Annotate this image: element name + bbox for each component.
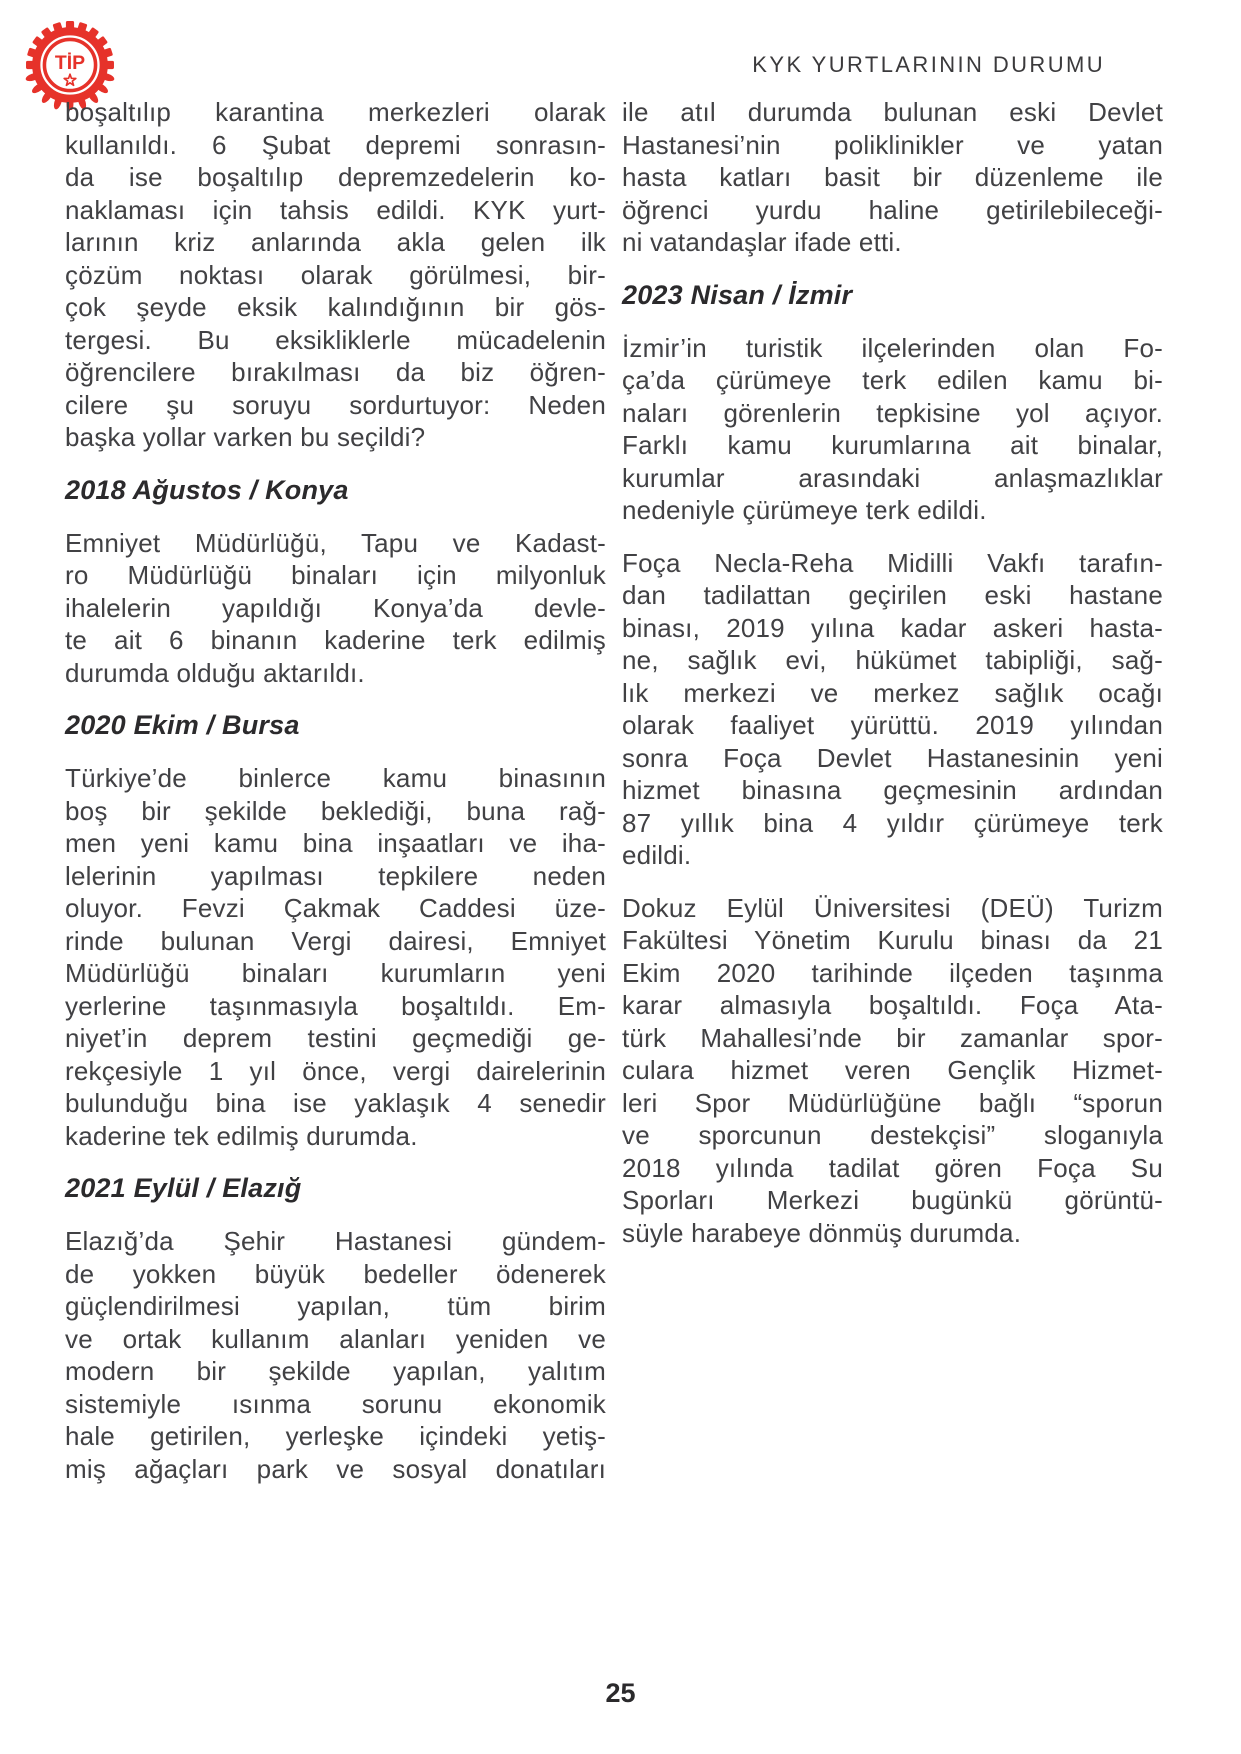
- paragraph-line: olarak faaliyet yürüttü. 2019 yılından: [622, 710, 1163, 740]
- paragraph-line: sonra Foça Devlet Hastanesinin yeni: [622, 742, 1163, 773]
- paragraph-line: sistemiyle ısınma sorunu ekonomik: [65, 1388, 606, 1419]
- paragraph-line: boş bir şekilde beklediği, buna rağ-: [65, 795, 606, 826]
- section-heading: 2023 Nisan / İzmir: [622, 279, 853, 310]
- body-paragraph: [65, 527, 606, 690]
- right-column: [622, 96, 1163, 1505]
- paragraph-line: ve sporcunun destekçisi” sloganıyla: [622, 1120, 1163, 1150]
- paragraph-line: lık merkezi ve merkez sağlık ocağı: [622, 677, 1163, 708]
- paragraph-line: oluyor. Fevzi Çakmak Caddesi üze-: [65, 893, 606, 923]
- paragraph-line: süyle harabeye dönmüş durumda.: [622, 1217, 1022, 1248]
- paragraph-line: rekçesiyle 1 yıl önce, vergi dairelerinin: [65, 1055, 606, 1086]
- paragraph-line: Dokuz Eylül Üniversitesi (DEÜ) Turizm: [622, 892, 1163, 923]
- paragraph-line: boşaltılıp karantina merkezleri olarak: [65, 97, 606, 127]
- left-column: [65, 96, 606, 1505]
- paragraph-line: binası, 2019 yılına kadar askeri hasta-: [622, 612, 1163, 643]
- paragraph-line: Elazığ’da Şehir Hastanesi gündem-: [65, 1226, 606, 1256]
- paragraph-line: ihalelerin yapıldığı Konya’da devle-: [65, 592, 606, 623]
- paragraph-line: modern bir şekilde yapılan, yalıtım: [65, 1356, 606, 1386]
- paragraph-line: hizmet binasına geçmesinin ardından: [622, 775, 1163, 805]
- paragraph-line: Emniyet Müdürlüğü, Tapu ve Kadast-: [65, 527, 606, 558]
- paragraph-line: durumda olduğu aktarıldı.: [65, 657, 365, 688]
- paragraph-line: Fakültesi Yönetim Kurulu binası da 21: [622, 925, 1163, 955]
- paragraph-line: Türkiye’de binlerce kamu binasının: [65, 763, 606, 793]
- paragraph-line: güçlendirilmesi yapılan, tüm birim: [65, 1291, 606, 1321]
- paragraph-line: naklaması için tahsis edildi. KYK yurt-: [65, 194, 606, 225]
- paragraph-line: öğrenci yurdu haline getirilebileceği-: [622, 194, 1163, 225]
- paragraph-line: men yeni kamu bina inşaatları ve iha-: [65, 828, 606, 858]
- paragraph-line: rinde bulunan Vergi dairesi, Emniyet: [65, 925, 606, 956]
- paragraph-line: yerlerine taşınmasıyla boşaltıldı. Em-: [65, 990, 606, 1021]
- paragraph-line: kurumlar arasındaki anlaşmazlıklar: [622, 462, 1163, 493]
- paragraph-line: ro Müdürlüğü binaları için milyonluk: [65, 560, 606, 590]
- paragraph-line: Farklı kamu kurumlarına ait binalar,: [622, 430, 1163, 460]
- paragraph-line: leri Spor Müdürlüğüne bağlı “sporun: [622, 1087, 1163, 1118]
- body-paragraph: [622, 96, 1163, 259]
- section-heading: 2018 Ağustos / Konya: [65, 474, 349, 505]
- body-columns: [65, 96, 1163, 1505]
- paragraph-line: ni vatandaşlar ifade etti.: [622, 227, 902, 257]
- paragraph-line: larının kriz anlarında akla gelen ilk: [65, 227, 606, 257]
- paragraph-line: dan tadilattan geçirilen eski hastane: [622, 580, 1163, 610]
- paragraph-line: bulunduğu bina ise yaklaşık 4 senedir: [65, 1088, 606, 1118]
- section-heading: 2021 Eylül / Elazığ: [65, 1173, 302, 1203]
- paragraph-line: edildi.: [622, 840, 692, 870]
- paragraph-line: nedeniyle çürümeye terk edildi.: [622, 495, 987, 525]
- paragraph-line: türk Mahallesi’nde bir zamanlar spor-: [622, 1022, 1163, 1053]
- paragraph-line: karar almasıyla boşaltıldı. Foça Ata-: [622, 990, 1163, 1020]
- tip-logo-text: TİP: [54, 52, 86, 75]
- paragraph-line: Müdürlüğü binaları kurumların yeni: [65, 958, 606, 988]
- body-paragraph: [65, 96, 606, 454]
- paragraph-line: niyet’in deprem testini geçmediği ge-: [65, 1023, 606, 1053]
- paragraph-line: Ekim 2020 tarihinde ilçeden taşınma: [622, 957, 1163, 988]
- paragraph-line: naları görenlerin tepkisine yol açıyor.: [622, 397, 1163, 428]
- paragraph-line: öğrencilere bırakılması da biz öğren-: [65, 357, 606, 387]
- paragraph-line: hasta katları basit bir düzenleme ile: [622, 162, 1163, 192]
- paragraph-line: 87 yıllık bina 4 yıldır çürümeye terk: [622, 807, 1163, 838]
- paragraph-line: kaderine tek edilmiş durumda.: [65, 1120, 418, 1151]
- paragraph-line: ça’da çürümeye terk edilen kamu bi-: [622, 365, 1163, 395]
- paragraph-line: ile atıl durumda bulunan eski Devlet: [622, 97, 1163, 127]
- paragraph-line: da ise boşaltılıp depremzedelerin ko-: [65, 162, 606, 192]
- body-paragraph: [622, 892, 1163, 1250]
- paragraph-line: başka yollar varken bu seçildi?: [65, 422, 426, 452]
- paragraph-line: lelerinin yapılması tepkilere neden: [65, 860, 606, 891]
- paragraph-line: tergesi. Bu eksikliklerle mücadelenin: [65, 324, 606, 355]
- paragraph-line: Sporları Merkezi bugünkü görüntü-: [622, 1185, 1163, 1215]
- body-paragraph: [622, 547, 1163, 872]
- paragraph-line: ve ortak kullanım alanları yeniden ve: [65, 1323, 606, 1354]
- body-paragraph: [622, 332, 1163, 527]
- page-number: 25: [605, 1678, 636, 1708]
- paragraph-line: 2018 yılında tadilat gören Foça Su: [622, 1152, 1163, 1183]
- paragraph-line: Hastanesi’nin poliklinikler ve yatan: [622, 129, 1163, 160]
- paragraph-line: culara hizmet veren Gençlik Hizmet-: [622, 1055, 1163, 1085]
- section-heading: 2020 Ekim / Bursa: [65, 710, 300, 740]
- page-header-title: KYK YURTLARININ DURUMU: [752, 52, 1105, 77]
- paragraph-line: İzmir’in turistik ilçelerinden olan Fo-: [622, 332, 1163, 363]
- paragraph-line: hale getirilen, yerleşke içindeki yetiş-: [65, 1421, 606, 1451]
- paragraph-line: çok şeyde eksik kalındığının bir gös-: [65, 292, 606, 322]
- paragraph-line: ne, sağlık evi, hükümet tabipliği, sağ-: [622, 645, 1163, 675]
- paragraph-line: te ait 6 binanın kaderine terk edilmiş: [65, 625, 606, 655]
- paragraph-line: de yokken büyük bedeller ödenerek: [65, 1258, 606, 1289]
- paragraph-line: miş ağaçları park ve sosyal donatıları: [65, 1453, 606, 1484]
- body-paragraph: [65, 1225, 606, 1485]
- paragraph-line: çözüm noktası olarak görülmesi, bir-: [65, 259, 606, 290]
- body-paragraph: [65, 762, 606, 1152]
- paragraph-line: Foça Necla-Reha Midilli Vakfı tarafın-: [622, 547, 1163, 578]
- paragraph-line: cilere şu soruyu sordurtuyor: Neden: [65, 389, 606, 420]
- paragraph-line: kullanıldı. 6 Şubat depremi sonrasın-: [65, 129, 606, 160]
